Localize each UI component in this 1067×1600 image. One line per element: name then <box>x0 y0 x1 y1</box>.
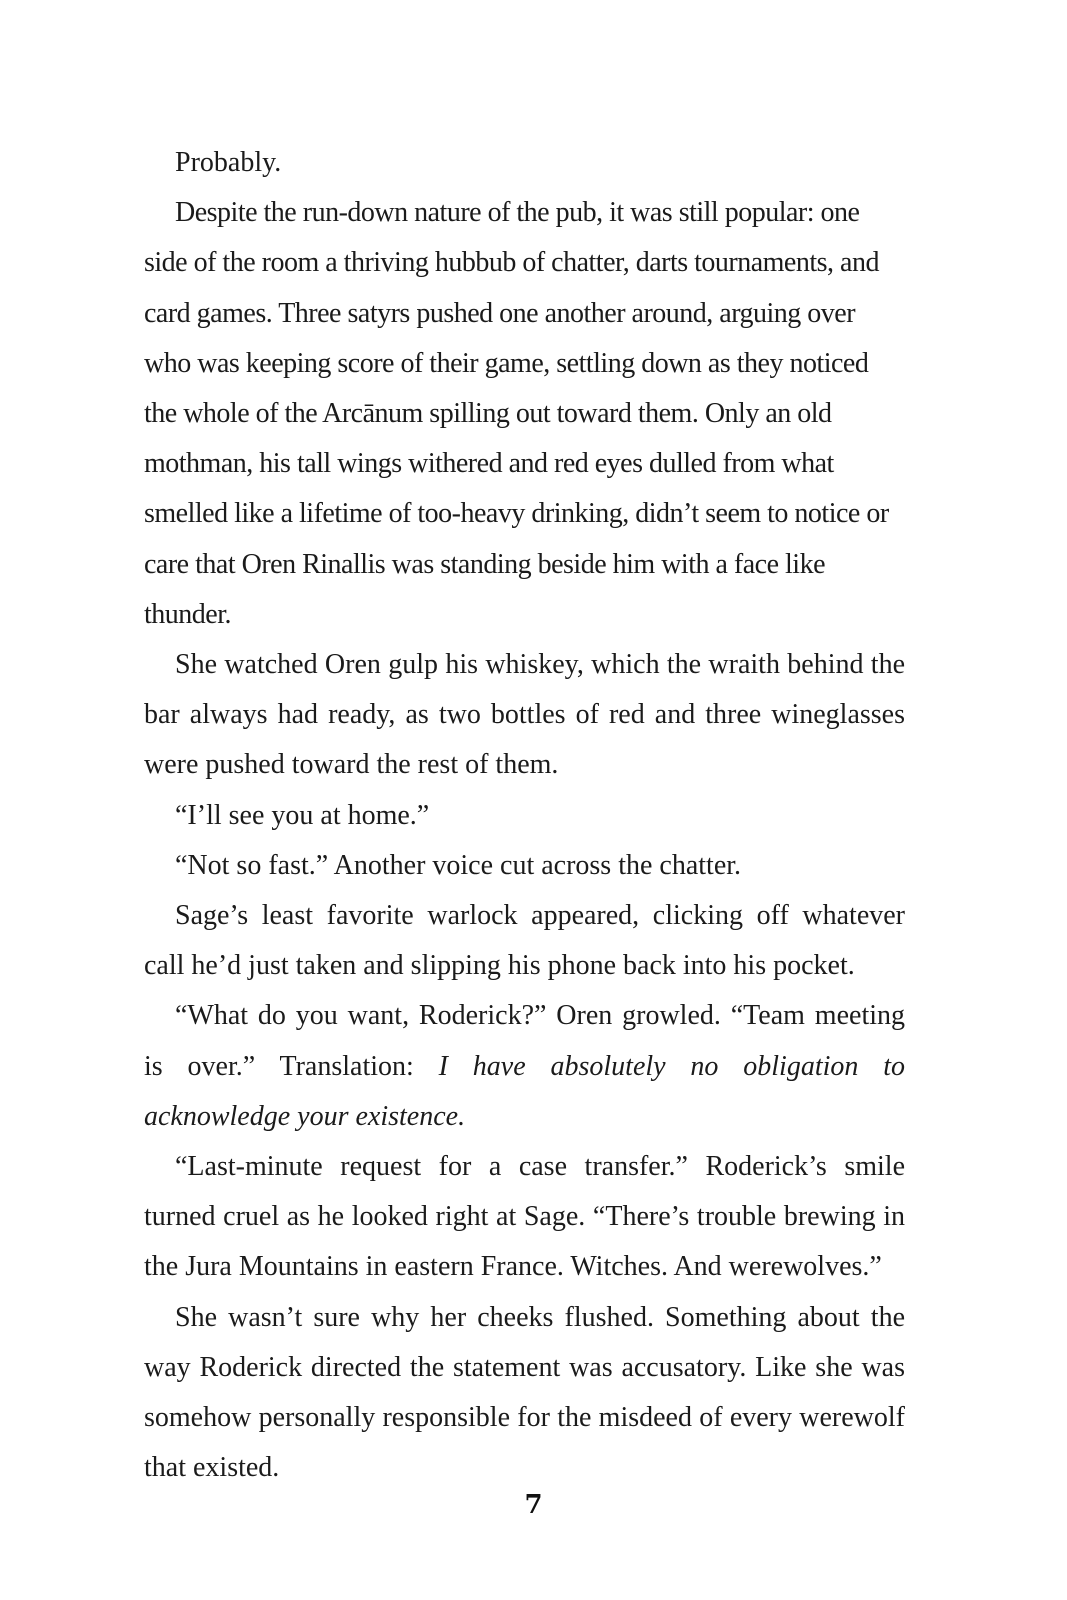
paragraph-probably: Probably. <box>175 147 282 178</box>
body-text <box>144 138 905 1493</box>
paragraph-warlock-appeared: Sage’s least favorite warlock appeared, clicking off whatever call he’d just taken and slipping his phone back into his pocket. <box>144 900 905 982</box>
translation-italic-text: I have absolutely no obligation to acknowledge your existence. <box>144 1050 905 1132</box>
paragraph-see-you-at-home: “I’ll see you at home.” <box>175 799 430 831</box>
paragraph-what-do-you-want <box>144 991 905 1142</box>
paragraph-cheeks-flushed: She wasn’t sure why her cheeks flushed. Something about the way Roderick directed the statement was accusatory. Like she was somehow personally responsible for the misdeed of every werewolf that existed. <box>144 1301 905 1484</box>
page-number: 7 <box>524 1490 543 1520</box>
dialogue-text: “What do you want, Roderick?” Oren growled. “Team meeting is over.” Translation: <box>144 1000 905 1082</box>
paragraph-pub-description: Despite the run-down nature of the pub, it was still popular: one side of the room a thriving hubbub of chatter, darts tournaments, and card games. Three satyrs pushed one another around, arguing over who was keeping score of their game, settling down as they noticed the whole of the Arcānum spilling out toward them. Only an old mothman, his tall wings withered and red eyes dulled from what smelled like a lifetime of too-heavy drinking, didn’t seem to notice or care that Oren Rinallis was standing beside him with a face like thunder. <box>144 197 889 630</box>
paragraph-oren-whiskey: She watched Oren gulp his whiskey, which the wraith behind the bar always had ready, as two bottles of red and three wineglasses were pushed toward the rest of them. <box>144 649 905 781</box>
paragraph-case-transfer: “Last-minute request for a case transfer.” Roderick’s smile turned cruel as he looked right at Sage. “There’s trouble brewing in the Jura Mountains in eastern France. Witches. And werewolves.” <box>144 1151 905 1283</box>
paragraph-not-so-fast: “Not so fast.” Another voice cut across the chatter. <box>175 849 742 881</box>
